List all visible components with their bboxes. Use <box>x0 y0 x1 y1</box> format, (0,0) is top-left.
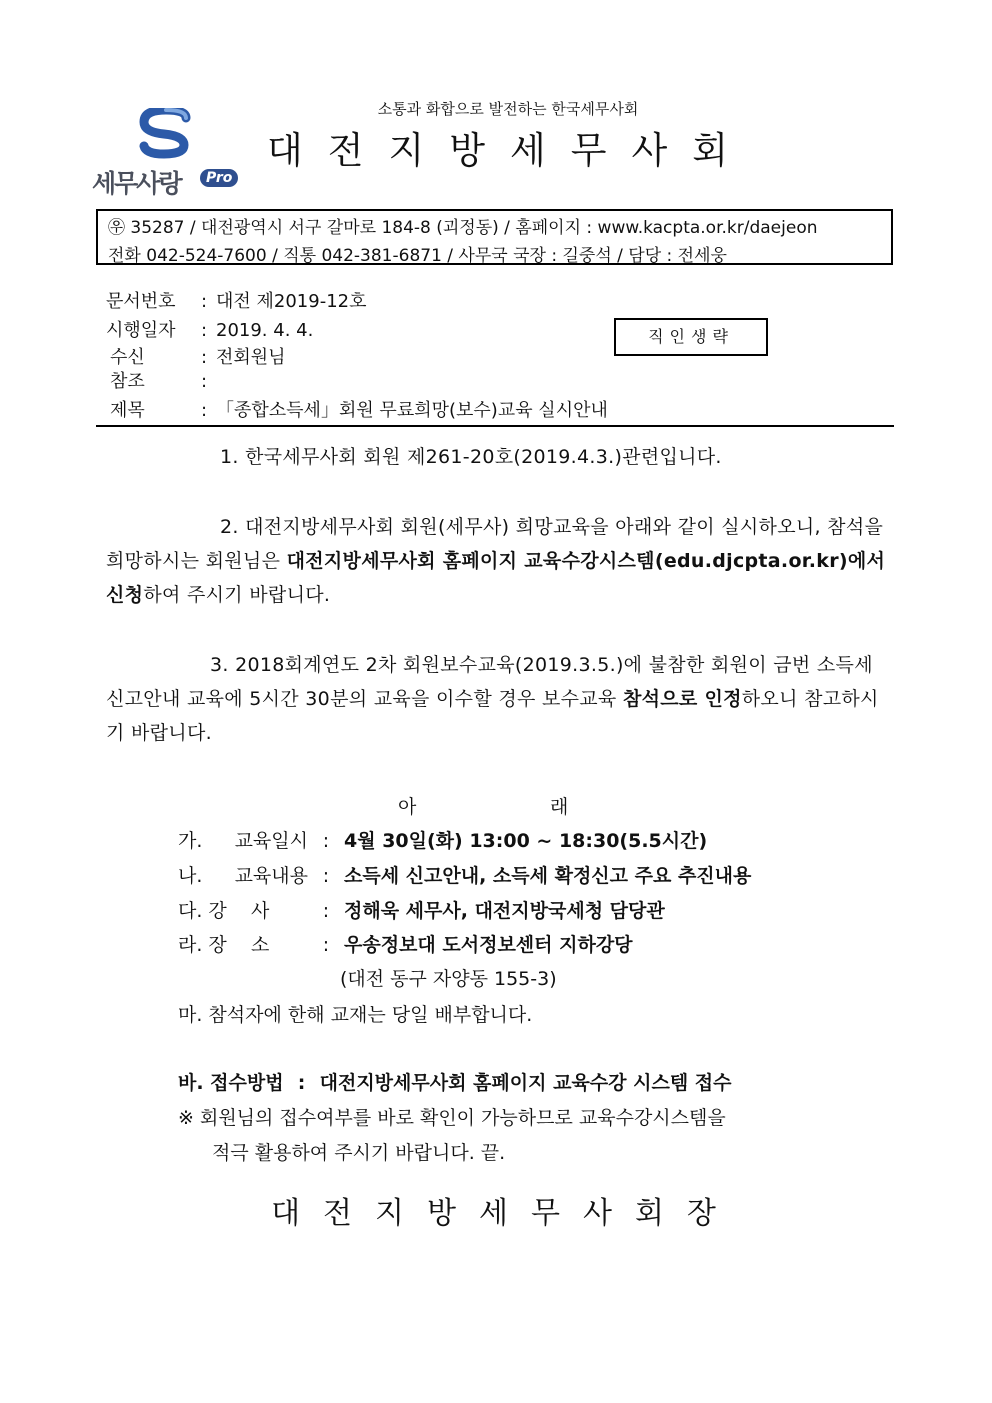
item-label: 나. 교육내용 <box>178 865 308 887</box>
meta-label: 수신 <box>110 347 145 368</box>
paragraph-3-tail: 하오니 참고하시기 바랍니다. <box>106 688 879 744</box>
item-value: 대전지방세무사회 홈페이지 교육수강 시스템 접수 <box>319 1072 732 1094</box>
item-venue: 라. 장 소 : 우송정보대 도서정보센터 지하강당 <box>178 930 633 957</box>
meta-subject: 제목 : 「종합소득세」회원 무료희망(보수)교육 실시안내 <box>106 396 608 422</box>
logo-wordmark: 세무사랑 <box>92 169 181 198</box>
contact-phone-line: 전화 042-524-7600 / 직통 042-381-6871 / 사무국 국장 : 길중석 / 담당 : 전세웅 <box>108 246 727 266</box>
item-label: 다. 강 사 <box>178 900 270 922</box>
meta-value: 2019. 4. 4. <box>216 320 314 341</box>
meta-label: 제목 <box>110 400 145 421</box>
item-value: 소득세 신고안내, 소득세 확정신고 주요 추진내용 <box>344 865 752 887</box>
item-lecturer: 다. 강 사 : 정해욱 세무사, 대전지방국세청 담당관 <box>178 896 665 923</box>
meta-value: 대전 제2019-12호 <box>216 291 367 312</box>
contact-box <box>96 209 893 265</box>
paragraph-1: 1. 한국세무사회 회원 제261-20호(2019.4.3.)관련입니다. <box>220 446 722 468</box>
meta-value: 「종합소득세」회원 무료희망(보수)교육 실시안내 <box>216 400 608 421</box>
paragraph-2-emphasis: 대전지방세무사회 홈페이지 교육수강시스템(edu.djcpta.or.kr)에서 신청 <box>106 550 886 606</box>
org-title: 대전지방세무사회 <box>267 129 753 172</box>
item-materials: 마. 참석자에 한해 교재는 당일 배부합니다. <box>178 1004 533 1026</box>
paragraph-2-tail: 하여 주시기 바랍니다. <box>143 584 331 606</box>
meta-doc-number: 문서번호 : 대전 제2019-12호 <box>106 287 366 313</box>
paragraph-3 <box>106 648 886 750</box>
item-label: 라. 장 소 <box>178 934 270 956</box>
item-label: 가. 교육일시 <box>178 830 308 852</box>
meta-label: 문서번호 <box>106 291 176 312</box>
item-value: 우송정보대 도서정보센터 지하강당 <box>344 934 633 956</box>
notice-heading-left: 아 <box>398 796 417 818</box>
meta-recipient: 수신 : 전회원님 <box>106 343 286 369</box>
header-divider <box>96 425 894 427</box>
meta-label: 참조 <box>110 371 145 392</box>
paragraph-2 <box>106 510 886 612</box>
seal-omitted-box: 직인생략 <box>614 318 768 356</box>
item-schedule: 가. 교육일시 : 4월 30일(화) 13:00 ~ 18:30(5.5시간) <box>178 826 707 853</box>
item-value: 정해욱 세무사, 대전지방국세청 담당관 <box>344 900 665 922</box>
meta-date: 시행일자 : 2019. 4. 4. <box>106 316 313 342</box>
note-line-2: 적극 활용하여 주시기 바랍니다. 끝. <box>212 1142 506 1164</box>
item-registration: 바. 접수방법 : 대전지방세무사회 홈페이지 교육수강 시스템 접수 <box>178 1072 732 1094</box>
meta-value: 전회원님 <box>216 347 286 368</box>
meta-reference: 참조 : <box>106 367 216 393</box>
notice-heading-right: 래 <box>550 796 569 818</box>
meta-label: 시행일자 <box>106 320 176 341</box>
note-line-1: ※ 회원님의 접수여부를 바로 확인이 가능하므로 교육수강시스템을 <box>178 1107 726 1129</box>
logo-pro-badge: Pro <box>200 169 238 187</box>
paragraph-3-emphasis: 참석으로 인정 <box>622 688 742 710</box>
item-content: 나. 교육내용 : 소득세 신고안내, 소득세 확정신고 주요 추진내용 <box>178 861 751 888</box>
paragraph-2-text: 2. 대전지방세무사회 회원(세무사) 희망교육을 아래와 같이 실시하오니, 참석을 희망하시는 회원님은 <box>106 516 884 572</box>
paragraph-3-text: 3. 2018회계연도 2차 회원보수교육(2019.3.5.)에 불참한 회원이 금번 소득세 신고안내 교육에 5시간 30분의 교육을 이수할 경우 보수교육 <box>106 654 873 710</box>
item-label: 바. 접수방법 <box>178 1072 284 1094</box>
tagline: 소통과 화합으로 발전하는 한국세무사회 <box>377 100 639 118</box>
item-venue-detail: (대전 동구 자양동 155-3) <box>340 968 557 990</box>
signature: 대전지방세무사회장 <box>271 1196 739 1231</box>
contact-address-line: ㉾ 35287 / 대전광역시 서구 갈마로 184-8 (괴정동) / 홈페이지 : www.kacpta.or.kr/daejeon <box>108 218 818 238</box>
item-value: 4월 30일(화) 13:00 ~ 18:30(5.5시간) <box>344 830 708 852</box>
